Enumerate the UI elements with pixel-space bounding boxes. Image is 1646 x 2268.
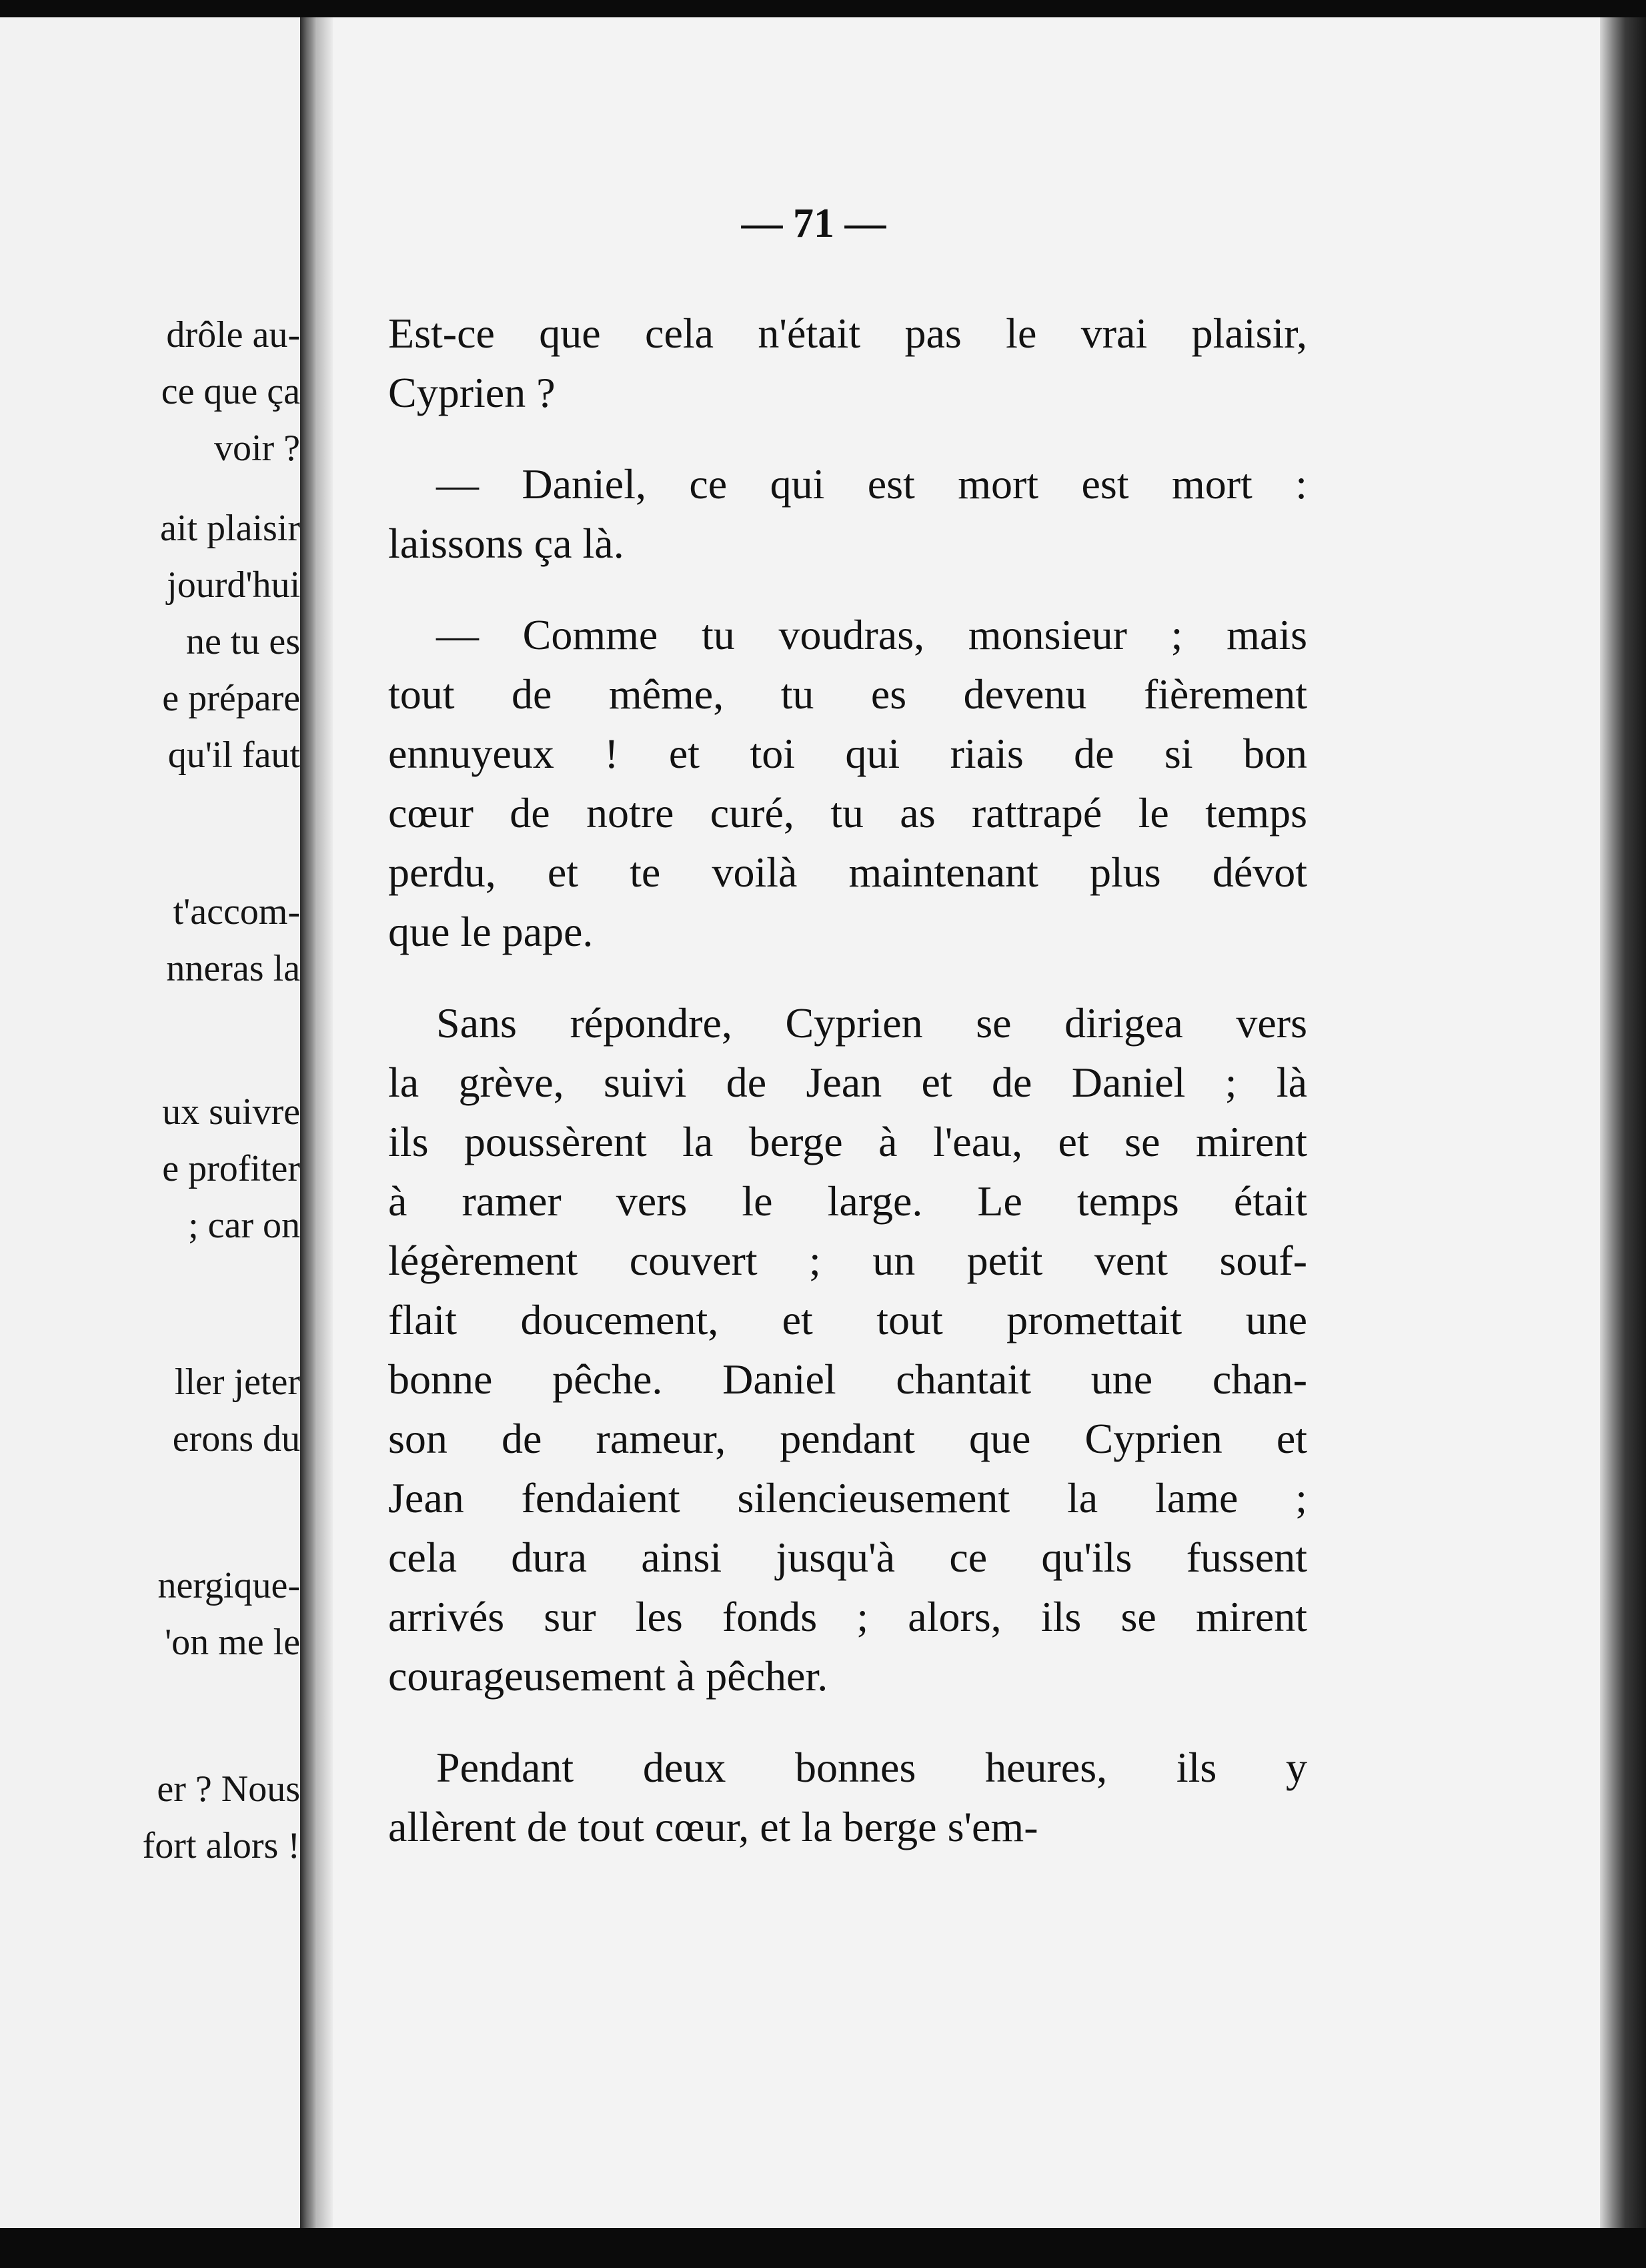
page-body-text: [388, 304, 1307, 1888]
left-page-line: e profiter: [162, 1148, 300, 1189]
left-page-line: erons du: [172, 1418, 300, 1460]
text-line: que le pape.: [388, 908, 594, 955]
gutter-shadow: [317, 17, 333, 2228]
text-line: arrivés sur les fonds ; alors, ils se mirent: [388, 1593, 1307, 1640]
text-line: courageusement à pêcher.: [388, 1652, 828, 1700]
text-line: perdu, et te voilà maintenant plus dévot: [388, 848, 1307, 896]
left-page-line: fort alors !: [142, 1825, 300, 1866]
left-page-line: e prépare: [162, 678, 300, 719]
text-line: Cyprien ?: [388, 369, 556, 416]
paragraph: [388, 1738, 1307, 1856]
left-page-line: ce que ça: [161, 371, 300, 412]
scan-bottom-border: [0, 2228, 1646, 2268]
left-page-line: nergique-: [157, 1565, 300, 1606]
text-line: flait doucement, et tout promettait une: [388, 1296, 1307, 1343]
text-line: la grève, suivi de Jean et de Daniel ; là: [388, 1059, 1307, 1106]
text-line: légèrement couvert ; un petit vent souf-: [388, 1237, 1307, 1284]
left-page-line: voir ?: [213, 428, 300, 469]
left-page-line: t'accom-: [173, 891, 300, 933]
scan-top-border: [0, 0, 1646, 17]
left-page-line: qu'il faut: [167, 734, 300, 776]
left-page-line: ; car on: [188, 1205, 300, 1246]
text-line: laissons ça là.: [388, 520, 624, 567]
text-line: ennuyeux ! et toi qui riais de si bon: [388, 730, 1307, 777]
left-page-line: drôle au-: [166, 314, 300, 356]
right-page-edge: [1600, 17, 1646, 2228]
left-page-line: ux suivre: [162, 1091, 300, 1133]
text-line: allèrent de tout cœur, et la berge s'em-: [388, 1803, 1038, 1850]
left-page: [0, 17, 300, 2228]
text-line: bonne pêche. Daniel chantait une chan-: [388, 1355, 1307, 1403]
paragraph: [388, 605, 1307, 961]
paragraph: [388, 993, 1307, 1706]
left-page-line: ait plaisir: [160, 508, 300, 549]
text-line: cela dura ainsi jusqu'à ce qu'ils fussent: [388, 1534, 1307, 1581]
page-number: — 71 —: [741, 201, 886, 246]
text-line: Sans répondre, Cyprien se dirigea vers: [436, 999, 1307, 1047]
paragraph: [388, 304, 1307, 422]
text-line: cœur de notre curé, tu as rattrapé le temps: [388, 789, 1307, 836]
left-page-line: er ? Nous: [157, 1768, 300, 1810]
left-page-line: jourd'hui: [167, 564, 300, 606]
text-line: — Daniel, ce qui est mort est mort :: [436, 460, 1307, 508]
paragraph: [388, 454, 1307, 573]
book-gutter: [300, 17, 317, 2228]
left-page-line: ne tu es: [185, 621, 300, 662]
text-line: tout de même, tu es devenu fièrement: [388, 670, 1307, 718]
text-line: à ramer vers le large. Le temps était: [388, 1177, 1307, 1225]
left-page-line: ller jeter: [174, 1361, 300, 1403]
left-page-line: nneras la: [166, 948, 300, 989]
text-line: — Comme tu voudras, monsieur ; mais: [436, 611, 1307, 658]
text-line: son de rameur, pendant que Cyprien et: [388, 1415, 1307, 1462]
text-line: Pendant deux bonnes heures, ils y: [436, 1744, 1307, 1791]
text-line: ils poussèrent la berge à l'eau, et se mirent: [388, 1118, 1307, 1165]
text-line: Est-ce que cela n'était pas le vrai plaisir,: [388, 310, 1307, 357]
text-line: Jean fendaient silencieusement la lame ;: [388, 1474, 1307, 1522]
left-page-line: 'on me le: [165, 1622, 300, 1663]
